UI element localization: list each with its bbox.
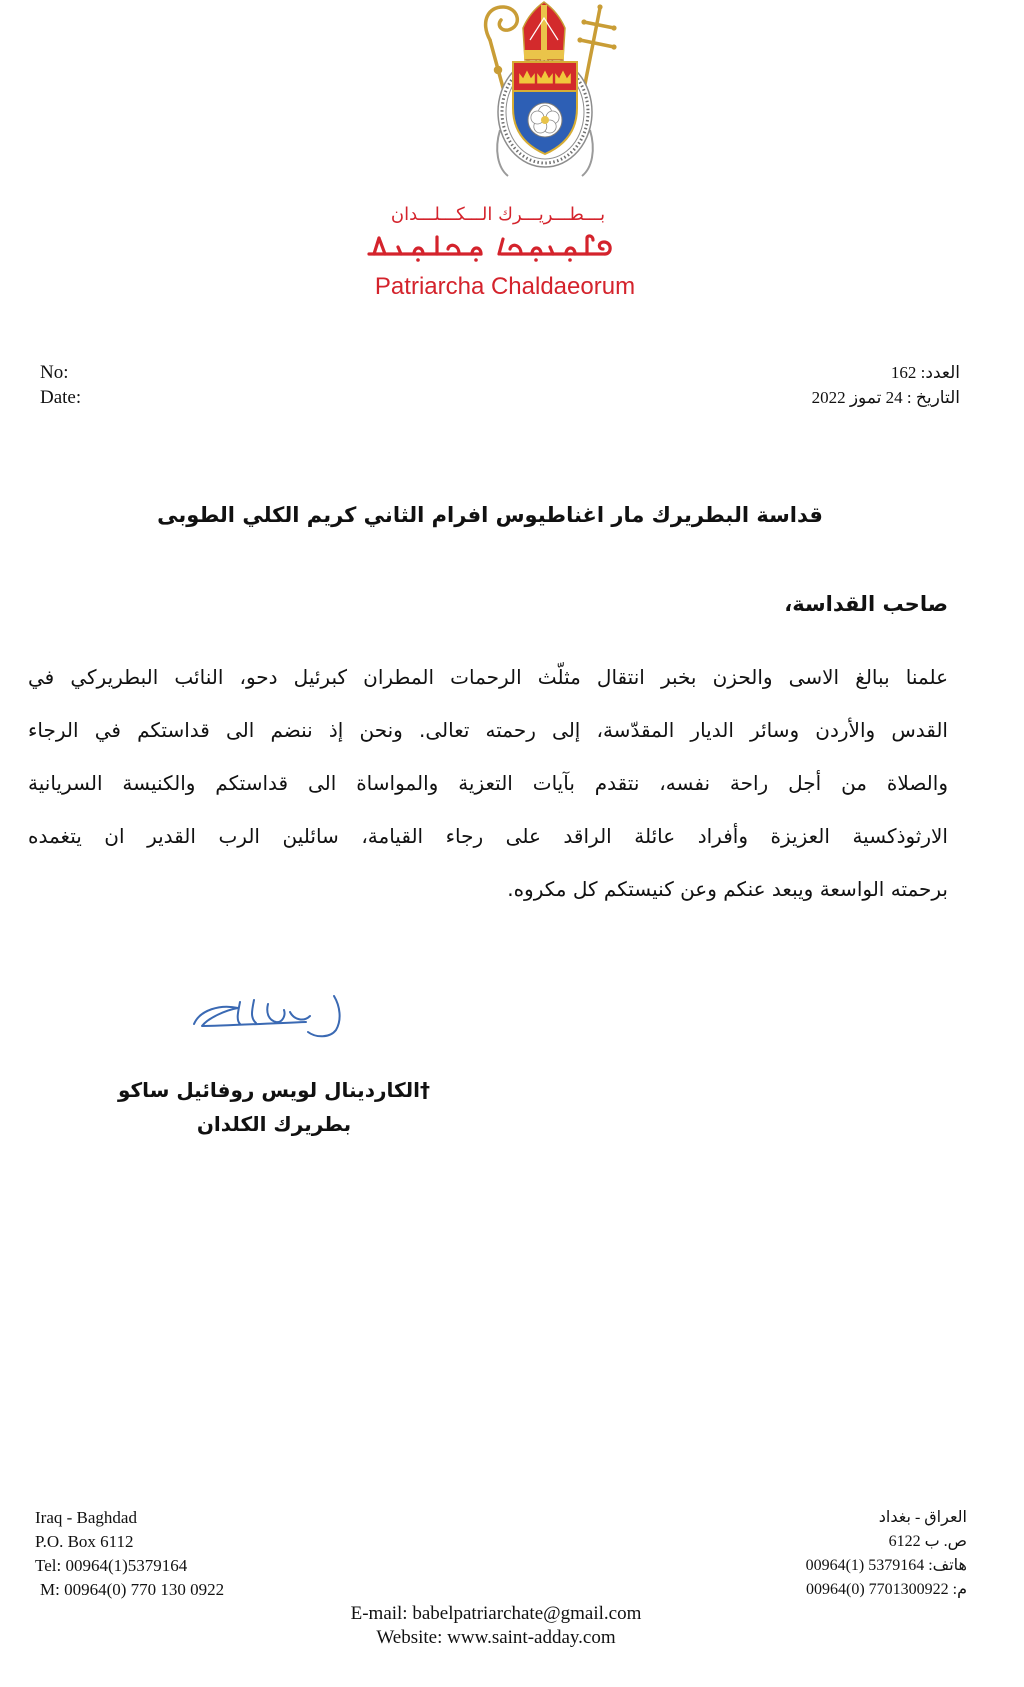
footer-mobile: M: 00964(0) 770 130 0922 [40, 1580, 225, 1599]
mitre-icon [523, 2, 565, 60]
reference-labels-english [40, 360, 81, 410]
footer-address-english [35, 1506, 224, 1602]
crowns-icon [519, 71, 571, 84]
mobile-value: 00964(0) 7701300922 [805, 1581, 949, 1598]
footer-website: Website: www.saint-adday.com [376, 1627, 616, 1648]
syriac-title-lettering [363, 233, 613, 263]
letter-body [28, 651, 948, 916]
footer-city-arabic: العراق - بغداد [878, 1509, 967, 1526]
footer-mobile-arabic [647, 1578, 967, 1602]
letterhead-arabic-title: بـــطـــريـــرك الـــكـــلـــدان [390, 204, 606, 225]
tel-value: 00964(1) 5379164 [805, 1557, 925, 1574]
handwritten-signature-icon [186, 988, 366, 1043]
body-line: الارثوذكسية العزيزة وأفراد عائلة الراقد على رجاء القيامة، سائلين الرب القدير ان يتغمده [28, 824, 948, 848]
footer-city: Iraq - Baghdad [35, 1508, 137, 1527]
date-label: Date: [40, 387, 82, 408]
signatory-name: †الكاردينال لويس روفائيل ساكو [118, 1078, 430, 1102]
footer-po-box-arabic: ص. ب 6122 [888, 1533, 967, 1550]
footer-contact [246, 1602, 746, 1650]
date-arabic: التاريخ : 24 تموز 2022 [811, 388, 960, 407]
number-label: No: [40, 362, 69, 383]
number-arabic: العدد: 162 [890, 363, 960, 382]
reference-labels-arabic [640, 360, 960, 410]
letterhead-latin-title: Patriarcha Chaldaeorum [374, 273, 636, 300]
mobile-label: م: [952, 1581, 967, 1598]
footer-address-arabic [647, 1506, 967, 1602]
footer-po-box: P.O. Box 6112 [35, 1532, 134, 1551]
coat-of-arms-icon [468, 0, 618, 185]
salutation: صاحب القداسة، [784, 592, 948, 616]
body-line: برحمته الواسعة ويبعد عنكم وعن كنيستكم كل مكروه. [507, 877, 948, 901]
footer-email: E-mail: babelpatriarchate@gmail.com [350, 1603, 642, 1624]
body-line: القدس والأردن وسائر الديار المقدّسة، إلى رحمته تعالى. ونحن إذ ننضم الى قداستكم في الرجاء [28, 718, 948, 742]
body-line: والصلاة من أجل راحة نفسه، نتقدم بآيات التعزية والمواساة الى قداستكم والكنيسة السريانية [28, 771, 948, 795]
rose-icon [528, 103, 562, 137]
signatory [104, 1073, 444, 1141]
body-line: علمنا ببالغ الاسى والحزن بخبر انتقال مثلّث الرحمات المطران كبرئيل دحو، النائب البطريركي في [28, 665, 948, 689]
tel-label: هاتف: [928, 1557, 967, 1574]
signatory-position: بطريرك الكلدان [196, 1112, 352, 1136]
letter-title: قداسة البطريرك مار اغناطيوس افرام الثاني كريم الكلي الطوبى [157, 503, 823, 527]
footer-tel: Tel: 00964(1)5379164 [35, 1556, 188, 1575]
footer-tel-arabic [647, 1554, 967, 1578]
